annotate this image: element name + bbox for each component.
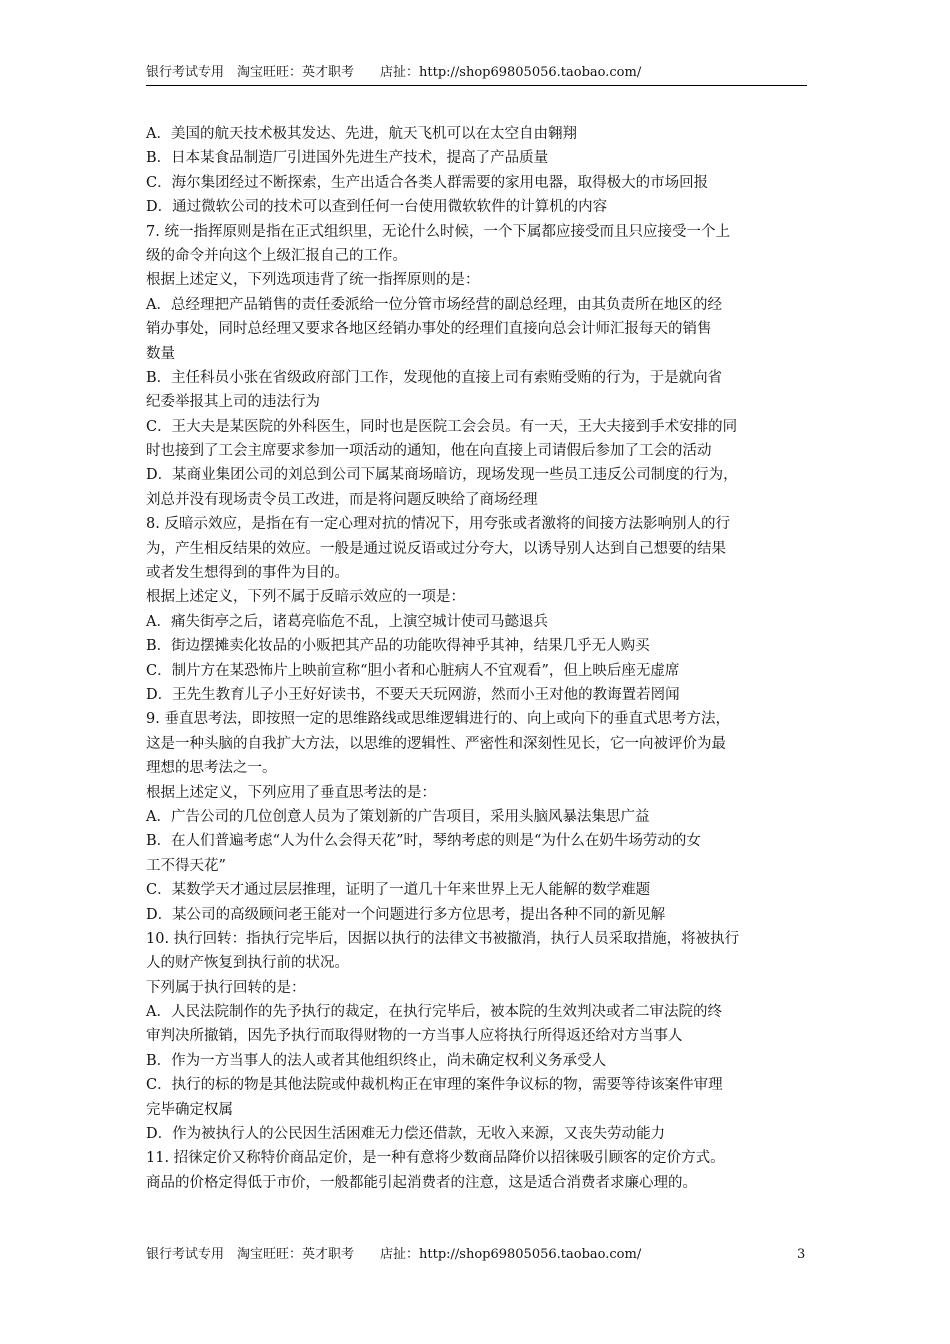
- text-line: C．制片方在某恐怖片上映前宣称“胆小者和心脏病人不宜观看”，但上映后座无虚席: [146, 662, 680, 679]
- text-line: 商品的价格定得低于市价，一般都能引起消费者的注意，这是适合消费者求廉心理的。: [146, 1174, 697, 1191]
- text-line: 工不得天花”: [146, 857, 226, 874]
- text-line: 10. 执行回转：指执行完毕后，因据以执行的法律文书被撤消，执行人员采取措施，将被执行: [146, 930, 740, 947]
- text-line: C．某数学天才通过层层推理，证明了一道几十年来世界上无人能解的数学难题: [146, 882, 651, 899]
- text-line: D．王先生教育儿子小王好好读书，不要天天玩网游，然而小王对他的教诲置若罔闻: [146, 686, 680, 703]
- text-line: 这是一种头脑的自我扩大方法，以思维的逻辑性、严密性和深刻性见长，它一向被评价为最: [146, 735, 726, 752]
- text-line: B．主任科员小张在省级政府部门工作，发现他的直接上司有索贿受贿的行为，于是就向省: [146, 369, 723, 386]
- text-line: C．海尔集团经过不断探索，生产出适合各类人群需要的家用电器，取得极大的市场回报: [146, 174, 709, 191]
- text-line: 理想的思考法之一。: [146, 760, 277, 777]
- text-line: 完毕确定权属: [146, 1101, 233, 1118]
- document-body: [146, 122, 826, 1195]
- text-line: A．总经理把产品销售的责任委派给一位分管市场经营的副总经理，由其负责所在地区的经: [146, 296, 722, 313]
- text-line: 时也接到了工会主席要求参加一项活动的通知，他在向直接上司请假后参加了工会的活动: [146, 443, 712, 460]
- header-rule: [146, 85, 807, 86]
- text-line: A．美国的航天技术极其发达、先进，航天飞机可以在太空自由翱翔: [146, 126, 577, 142]
- page-header: 银行考试专用 淘宝旺旺：英才职考 店扯：http://shop69805056.taobao.com/: [146, 65, 642, 80]
- text-line: 审判决所撤销，因先予执行而取得财物的一方当事人应将执行所得返还给对方当事人: [146, 1028, 683, 1045]
- page-footer: 银行考试专用 淘宝旺旺：英才职考 店扯：http://shop69805056.taobao.com/: [146, 1247, 642, 1262]
- text-line: D．作为被执行人的公民因生活困难无力偿还借款，无收入来源，又丧失劳动能力: [146, 1126, 666, 1143]
- text-line: 8. 反暗示效应，是指在有一定心理对抗的情况下，用夸张或者激将的间接方法影响别人的行: [146, 516, 730, 533]
- text-line: B．在人们普遍考虑“人为什么会得天花”时，琴纳考虑的则是“为什么在奶牛场劳动的女: [146, 833, 701, 850]
- text-line: B．作为一方当事人的法人或者其他组织终止，尚未确定权利义务承受人: [146, 1052, 607, 1069]
- text-line: 根据上述定义，下列不属于反暗示效应的一项是：: [146, 589, 465, 606]
- text-line: D．某商业集团公司的刘总到公司下属某商场暗访，现场发现一些员工违反公司制度的行为，: [146, 467, 738, 484]
- text-line: B．日本某食品制造厂引进国外先进生产技术，提高了产品质量: [146, 150, 549, 167]
- page-number: 3: [797, 1247, 806, 1262]
- text-line: 销办事处，同时总经理又要求各地区经销办事处的经理们直接向总会计师汇报每天的销售: [146, 321, 712, 338]
- text-line: 纪委举报其上司的违法行为: [146, 394, 320, 411]
- text-line: 或者发生想得到的事件为目的。: [146, 565, 349, 582]
- text-line: C．执行的标的物是其他法院或仲裁机构正在审理的案件争议标的物，需要等待该案件审理: [146, 1077, 723, 1094]
- text-line: 为，产生相反结果的效应。一般是通过说反语或过分夸大，以诱导别人达到自己想要的结果: [146, 540, 726, 557]
- text-line: 9. 垂直思考法，即按照一定的思维路线或思维逻辑进行的、向上或向下的垂直式思考方法，: [146, 711, 730, 728]
- text-line: 人的财产恢复到执行前的状况。: [146, 955, 349, 972]
- text-line: 7. 统一指挥原则是指在正式组织里，无论什么时候，一个下属都应接受而且只应接受一个上: [146, 223, 730, 240]
- text-line: 级的命令并向这个上级汇报自己的工作。: [146, 247, 407, 264]
- text-line: 根据上述定义，下列应用了垂直思考法的是：: [146, 784, 436, 801]
- text-line: A．人民法院制作的先予执行的裁定，在执行完毕后，被本院的生效判决或者二审法院的终: [146, 1004, 722, 1021]
- text-line: D．通过微软公司的技术可以查到任何一台使用微软软件的计算机的内容: [146, 199, 608, 216]
- text-line: A．痛失街亭之后，诸葛亮临危不乱，上演空城计使司马懿退兵: [146, 613, 548, 630]
- text-line: 数量: [146, 345, 175, 362]
- text-line: D．某公司的高级顾问老王能对一个问题进行多方位思考，提出各种不同的新见解: [146, 906, 666, 923]
- text-line: 刘总并没有现场责令员工改进，而是将问题反映给了商场经理: [146, 491, 538, 508]
- text-line: 根据上述定义，下列选项违背了统一指挥原则的是：: [146, 272, 480, 289]
- text-line: 下列属于执行回转的是：: [146, 979, 306, 996]
- text-line: B．街边摆摊卖化妆品的小贩把其产品的功能吹得神乎其神，结果几乎无人购买: [146, 638, 650, 655]
- text-line: A．广告公司的几位创意人员为了策划新的广告项目，采用头脑风暴法集思广益: [146, 808, 650, 825]
- text-line: C．王大夫是某医院的外科医生，同时也是医院工会会员。有一天，王大夫接到手术安排的同: [146, 418, 738, 435]
- text-line: 11. 招徕定价又称特价商品定价，是一种有意将少数商品降价以招徕吸引顾客的定价方式。: [146, 1150, 725, 1167]
